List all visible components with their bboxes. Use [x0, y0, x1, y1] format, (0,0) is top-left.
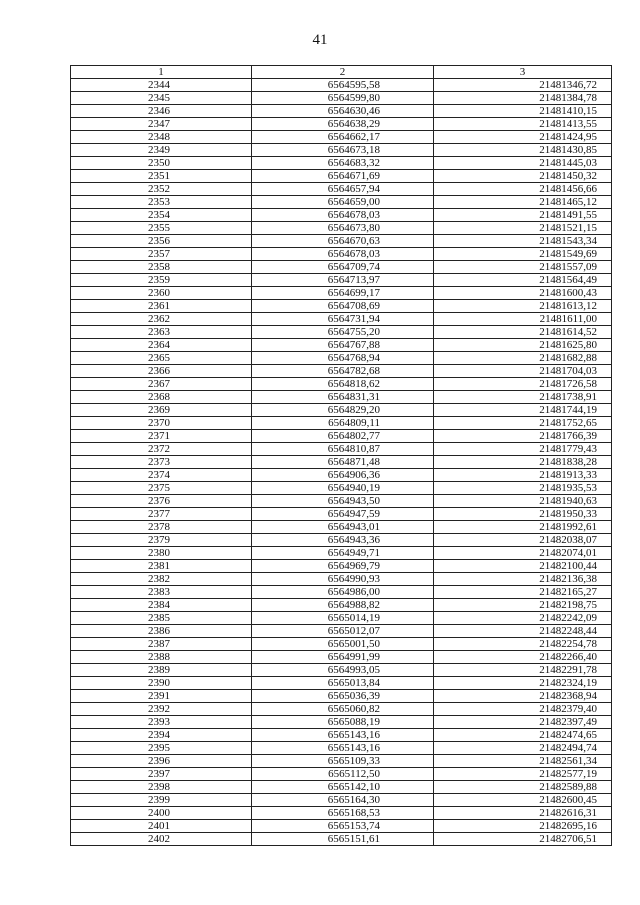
table-row	[71, 430, 612, 443]
x-coordinate-cell: 6565151,61	[252, 833, 434, 846]
point-number-cell: 2348	[71, 131, 252, 144]
table-row	[71, 651, 612, 664]
point-number-cell: 2353	[71, 196, 252, 209]
point-number-cell: 2351	[71, 170, 252, 183]
column-header-2: 2	[252, 66, 434, 79]
x-coordinate-cell: 6564991,99	[252, 651, 434, 664]
y-coordinate-cell: 21481456,66	[434, 183, 612, 196]
y-coordinate-cell: 21482324,19	[434, 677, 612, 690]
table-row	[71, 79, 612, 92]
y-coordinate-cell: 21482616,31	[434, 807, 612, 820]
y-coordinate-cell: 21482397,49	[434, 716, 612, 729]
table-row	[71, 365, 612, 378]
y-coordinate-cell: 21482600,45	[434, 794, 612, 807]
x-coordinate-cell: 6564829,20	[252, 404, 434, 417]
table-row	[71, 92, 612, 105]
point-number-cell: 2381	[71, 560, 252, 573]
point-number-cell: 2355	[71, 222, 252, 235]
x-coordinate-cell: 6565012,07	[252, 625, 434, 638]
x-coordinate-cell: 6564809,11	[252, 417, 434, 430]
point-number-cell: 2379	[71, 534, 252, 547]
y-coordinate-cell: 21481682,88	[434, 352, 612, 365]
point-number-cell: 2359	[71, 274, 252, 287]
y-coordinate-cell: 21482379,40	[434, 703, 612, 716]
x-coordinate-cell: 6564657,94	[252, 183, 434, 196]
point-number-cell: 2391	[71, 690, 252, 703]
point-number-cell: 2388	[71, 651, 252, 664]
point-number-cell: 2375	[71, 482, 252, 495]
point-number-cell: 2346	[71, 105, 252, 118]
x-coordinate-cell: 6564638,29	[252, 118, 434, 131]
point-number-cell: 2356	[71, 235, 252, 248]
y-coordinate-cell: 21481625,80	[434, 339, 612, 352]
y-coordinate-cell: 21481913,33	[434, 469, 612, 482]
x-coordinate-cell: 6564940,19	[252, 482, 434, 495]
y-coordinate-cell: 21482198,75	[434, 599, 612, 612]
x-coordinate-cell: 6564713,97	[252, 274, 434, 287]
x-coordinate-cell: 6565168,53	[252, 807, 434, 820]
point-number-cell: 2400	[71, 807, 252, 820]
y-coordinate-cell: 21481557,09	[434, 261, 612, 274]
x-coordinate-cell: 6564708,69	[252, 300, 434, 313]
y-coordinate-cell: 21481704,03	[434, 365, 612, 378]
column-header-3: 3	[434, 66, 612, 79]
table-row	[71, 235, 612, 248]
table-row	[71, 586, 612, 599]
table-row	[71, 261, 612, 274]
y-coordinate-cell: 21481726,58	[434, 378, 612, 391]
table-row	[71, 196, 612, 209]
x-coordinate-cell: 6565153,74	[252, 820, 434, 833]
x-coordinate-cell: 6564768,94	[252, 352, 434, 365]
point-number-cell: 2389	[71, 664, 252, 677]
y-coordinate-cell: 21482577,19	[434, 768, 612, 781]
x-coordinate-cell: 6565014,19	[252, 612, 434, 625]
table-row	[71, 573, 612, 586]
table-row	[71, 157, 612, 170]
y-coordinate-cell: 21481611,00	[434, 313, 612, 326]
x-coordinate-cell: 6564709,74	[252, 261, 434, 274]
x-coordinate-cell: 6564943,36	[252, 534, 434, 547]
table-row	[71, 131, 612, 144]
x-coordinate-cell: 6564670,63	[252, 235, 434, 248]
y-coordinate-cell: 21482266,40	[434, 651, 612, 664]
table-row	[71, 794, 612, 807]
x-coordinate-cell: 6565142,10	[252, 781, 434, 794]
y-coordinate-cell: 21481543,34	[434, 235, 612, 248]
table-row	[71, 300, 612, 313]
y-coordinate-cell: 21481614,52	[434, 326, 612, 339]
x-coordinate-cell: 6564630,46	[252, 105, 434, 118]
table-row	[71, 144, 612, 157]
y-coordinate-cell: 21481491,55	[434, 209, 612, 222]
x-coordinate-cell: 6565112,50	[252, 768, 434, 781]
y-coordinate-cell: 21481935,53	[434, 482, 612, 495]
point-number-cell: 2386	[71, 625, 252, 638]
y-coordinate-cell: 21482165,27	[434, 586, 612, 599]
y-coordinate-cell: 21481564,49	[434, 274, 612, 287]
table-row	[71, 716, 612, 729]
table-row	[71, 612, 612, 625]
x-coordinate-cell: 6564659,00	[252, 196, 434, 209]
point-number-cell: 2395	[71, 742, 252, 755]
table-row	[71, 105, 612, 118]
point-number-cell: 2366	[71, 365, 252, 378]
x-coordinate-cell: 6564990,93	[252, 573, 434, 586]
x-coordinate-cell: 6565036,39	[252, 690, 434, 703]
table-row	[71, 521, 612, 534]
table-row	[71, 781, 612, 794]
point-number-cell: 2371	[71, 430, 252, 443]
table-row	[71, 560, 612, 573]
point-number-cell: 2382	[71, 573, 252, 586]
table-row	[71, 391, 612, 404]
y-coordinate-cell: 21481744,19	[434, 404, 612, 417]
point-number-cell: 2393	[71, 716, 252, 729]
point-number-cell: 2365	[71, 352, 252, 365]
x-coordinate-cell: 6565060,82	[252, 703, 434, 716]
table-row	[71, 677, 612, 690]
point-number-cell: 2387	[71, 638, 252, 651]
y-coordinate-cell: 21481613,12	[434, 300, 612, 313]
point-number-cell: 2364	[71, 339, 252, 352]
point-number-cell: 2367	[71, 378, 252, 391]
y-coordinate-cell: 21481766,39	[434, 430, 612, 443]
table-header-row	[71, 66, 612, 79]
y-coordinate-cell: 21482136,38	[434, 573, 612, 586]
point-number-cell: 2368	[71, 391, 252, 404]
x-coordinate-cell: 6565109,33	[252, 755, 434, 768]
y-coordinate-cell: 21481424,95	[434, 131, 612, 144]
point-number-cell: 2384	[71, 599, 252, 612]
x-coordinate-cell: 6564831,31	[252, 391, 434, 404]
x-coordinate-cell: 6564673,18	[252, 144, 434, 157]
table-body	[71, 79, 612, 846]
table-row	[71, 170, 612, 183]
y-coordinate-cell: 21481738,91	[434, 391, 612, 404]
x-coordinate-cell: 6564818,62	[252, 378, 434, 391]
point-number-cell: 2378	[71, 521, 252, 534]
column-header-1: 1	[71, 66, 252, 79]
point-number-cell: 2380	[71, 547, 252, 560]
x-coordinate-cell: 6565143,16	[252, 742, 434, 755]
point-number-cell: 2370	[71, 417, 252, 430]
x-coordinate-cell: 6564943,01	[252, 521, 434, 534]
x-coordinate-cell: 6564993,05	[252, 664, 434, 677]
x-coordinate-cell: 6564678,03	[252, 209, 434, 222]
point-number-cell: 2402	[71, 833, 252, 846]
page-number: 41	[312, 32, 328, 48]
table-row	[71, 118, 612, 131]
x-coordinate-cell: 6564871,48	[252, 456, 434, 469]
table-row	[71, 456, 612, 469]
point-number-cell: 2363	[71, 326, 252, 339]
table-row	[71, 534, 612, 547]
table-row	[71, 703, 612, 716]
point-number-cell: 2345	[71, 92, 252, 105]
table-row	[71, 222, 612, 235]
y-coordinate-cell: 21481779,43	[434, 443, 612, 456]
y-coordinate-cell: 21482695,16	[434, 820, 612, 833]
point-number-cell: 2362	[71, 313, 252, 326]
table-row	[71, 417, 612, 430]
y-coordinate-cell: 21482100,44	[434, 560, 612, 573]
y-coordinate-cell: 21481445,03	[434, 157, 612, 170]
table-row	[71, 755, 612, 768]
x-coordinate-cell: 6564986,00	[252, 586, 434, 599]
y-coordinate-cell: 21481430,85	[434, 144, 612, 157]
table-row	[71, 625, 612, 638]
table-row	[71, 248, 612, 261]
x-coordinate-cell: 6564906,36	[252, 469, 434, 482]
table-row	[71, 690, 612, 703]
x-coordinate-cell: 6565164,30	[252, 794, 434, 807]
point-number-cell: 2390	[71, 677, 252, 690]
y-coordinate-cell: 21481549,69	[434, 248, 612, 261]
table-row	[71, 404, 612, 417]
x-coordinate-cell: 6564969,79	[252, 560, 434, 573]
table-row	[71, 495, 612, 508]
x-coordinate-cell: 6565013,84	[252, 677, 434, 690]
table-row	[71, 378, 612, 391]
y-coordinate-cell: 21481413,55	[434, 118, 612, 131]
x-coordinate-cell: 6564595,58	[252, 79, 434, 92]
y-coordinate-cell: 21482561,34	[434, 755, 612, 768]
point-number-cell: 2376	[71, 495, 252, 508]
table-row	[71, 599, 612, 612]
point-number-cell: 2349	[71, 144, 252, 157]
table-row	[71, 833, 612, 846]
point-number-cell: 2377	[71, 508, 252, 521]
y-coordinate-cell: 21481838,28	[434, 456, 612, 469]
y-coordinate-cell: 21481384,78	[434, 92, 612, 105]
x-coordinate-cell: 6564731,94	[252, 313, 434, 326]
y-coordinate-cell: 21482474,65	[434, 729, 612, 742]
table-row	[71, 209, 612, 222]
point-number-cell: 2398	[71, 781, 252, 794]
point-number-cell: 2372	[71, 443, 252, 456]
point-number-cell: 2397	[71, 768, 252, 781]
table-row	[71, 729, 612, 742]
y-coordinate-cell: 21481465,12	[434, 196, 612, 209]
y-coordinate-cell: 21482706,51	[434, 833, 612, 846]
y-coordinate-cell: 21481940,63	[434, 495, 612, 508]
point-number-cell: 2350	[71, 157, 252, 170]
point-number-cell: 2385	[71, 612, 252, 625]
table-row	[71, 820, 612, 833]
x-coordinate-cell: 6564755,20	[252, 326, 434, 339]
point-number-cell: 2394	[71, 729, 252, 742]
x-coordinate-cell: 6565088,19	[252, 716, 434, 729]
point-number-cell: 2354	[71, 209, 252, 222]
table-row	[71, 508, 612, 521]
point-number-cell: 2392	[71, 703, 252, 716]
y-coordinate-cell: 21481600,43	[434, 287, 612, 300]
x-coordinate-cell: 6565001,50	[252, 638, 434, 651]
x-coordinate-cell: 6564947,59	[252, 508, 434, 521]
point-number-cell: 2352	[71, 183, 252, 196]
x-coordinate-cell: 6564662,17	[252, 131, 434, 144]
table-row	[71, 469, 612, 482]
table-row	[71, 339, 612, 352]
point-number-cell: 2347	[71, 118, 252, 131]
y-coordinate-cell: 21482038,07	[434, 534, 612, 547]
x-coordinate-cell: 6564699,17	[252, 287, 434, 300]
y-coordinate-cell: 21482242,09	[434, 612, 612, 625]
table-row	[71, 352, 612, 365]
point-number-cell: 2373	[71, 456, 252, 469]
table-row	[71, 326, 612, 339]
y-coordinate-cell: 21482248,44	[434, 625, 612, 638]
x-coordinate-cell: 6564782,68	[252, 365, 434, 378]
y-coordinate-cell: 21482074,01	[434, 547, 612, 560]
y-coordinate-cell: 21482368,94	[434, 690, 612, 703]
table-row	[71, 807, 612, 820]
coordinates-table	[70, 65, 612, 846]
point-number-cell: 2360	[71, 287, 252, 300]
x-coordinate-cell: 6565143,16	[252, 729, 434, 742]
table-row	[71, 443, 612, 456]
point-number-cell: 2401	[71, 820, 252, 833]
x-coordinate-cell: 6564673,80	[252, 222, 434, 235]
y-coordinate-cell: 21482254,78	[434, 638, 612, 651]
point-number-cell: 2369	[71, 404, 252, 417]
y-coordinate-cell: 21481346,72	[434, 79, 612, 92]
table-row	[71, 768, 612, 781]
y-coordinate-cell: 21482589,88	[434, 781, 612, 794]
table-row	[71, 742, 612, 755]
x-coordinate-cell: 6564949,71	[252, 547, 434, 560]
point-number-cell: 2396	[71, 755, 252, 768]
x-coordinate-cell: 6564802,77	[252, 430, 434, 443]
point-number-cell: 2361	[71, 300, 252, 313]
y-coordinate-cell: 21481752,65	[434, 417, 612, 430]
y-coordinate-cell: 21481410,15	[434, 105, 612, 118]
x-coordinate-cell: 6564678,03	[252, 248, 434, 261]
table-row	[71, 274, 612, 287]
point-number-cell: 2374	[71, 469, 252, 482]
table-row	[71, 313, 612, 326]
table-row	[71, 664, 612, 677]
x-coordinate-cell: 6564810,87	[252, 443, 434, 456]
point-number-cell: 2357	[71, 248, 252, 261]
table-row	[71, 183, 612, 196]
y-coordinate-cell: 21482494,74	[434, 742, 612, 755]
table-row	[71, 547, 612, 560]
y-coordinate-cell: 21482291,78	[434, 664, 612, 677]
y-coordinate-cell: 21481450,32	[434, 170, 612, 183]
x-coordinate-cell: 6564683,32	[252, 157, 434, 170]
y-coordinate-cell: 21481950,33	[434, 508, 612, 521]
x-coordinate-cell: 6564988,82	[252, 599, 434, 612]
point-number-cell: 2383	[71, 586, 252, 599]
point-number-cell: 2358	[71, 261, 252, 274]
x-coordinate-cell: 6564943,50	[252, 495, 434, 508]
x-coordinate-cell: 6564599,80	[252, 92, 434, 105]
y-coordinate-cell: 21481992,61	[434, 521, 612, 534]
y-coordinate-cell: 21481521,15	[434, 222, 612, 235]
table-row	[71, 287, 612, 300]
x-coordinate-cell: 6564671,69	[252, 170, 434, 183]
x-coordinate-cell: 6564767,88	[252, 339, 434, 352]
table-row	[71, 482, 612, 495]
table-row	[71, 638, 612, 651]
point-number-cell: 2399	[71, 794, 252, 807]
point-number-cell: 2344	[71, 79, 252, 92]
